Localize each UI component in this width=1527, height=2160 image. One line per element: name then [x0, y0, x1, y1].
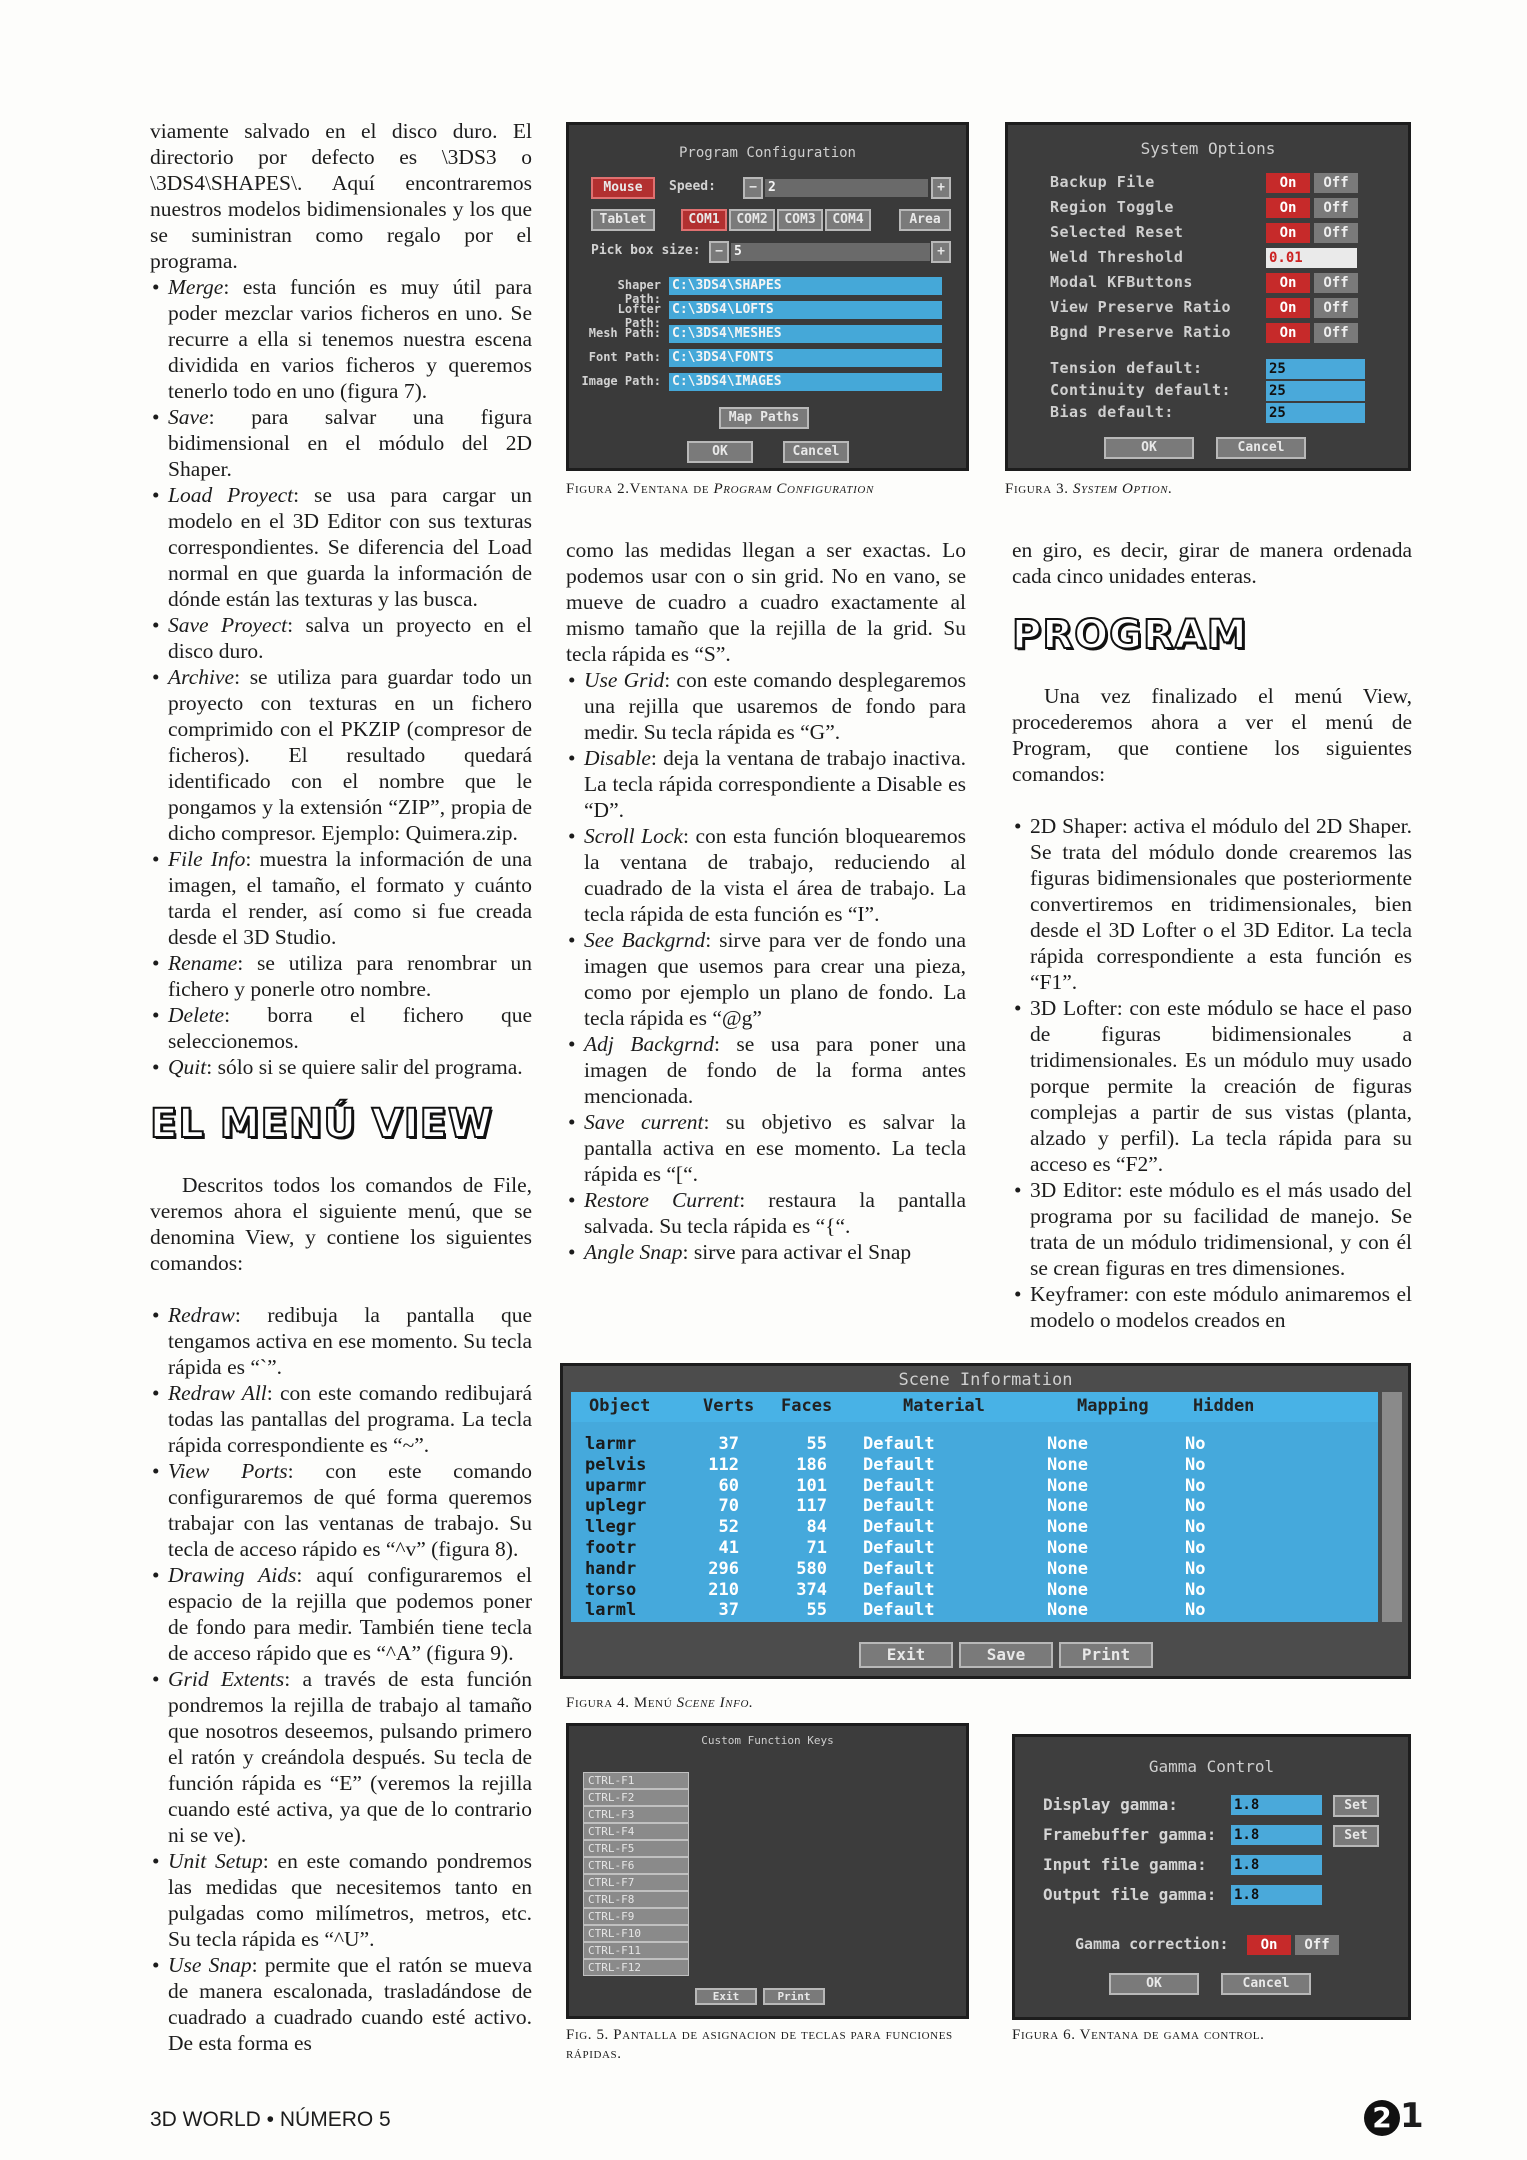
- set-button[interactable]: Set: [1333, 1795, 1379, 1817]
- off-toggle[interactable]: Off: [1314, 223, 1358, 243]
- table-cell: 55: [806, 1434, 827, 1454]
- off-toggle[interactable]: Off: [1314, 273, 1358, 293]
- view-commands-list: [150, 1302, 532, 2056]
- map-paths-button[interactable]: Map Paths: [719, 407, 809, 429]
- table-cell: No: [1185, 1600, 1206, 1621]
- tablet-button[interactable]: Tablet: [591, 209, 655, 231]
- table-cell: 71: [806, 1538, 827, 1558]
- path-label: Lofter Path:: [617, 302, 661, 330]
- table-cell: 296: [708, 1558, 739, 1579]
- function-key-button[interactable]: CTRL-F11: [583, 1942, 689, 1959]
- column-2: [566, 537, 966, 1265]
- path-field[interactable]: C:\3DS4\IMAGES: [669, 373, 942, 391]
- on-toggle[interactable]: On: [1266, 223, 1310, 243]
- table-cell: None: [1047, 1454, 1088, 1475]
- pick-decrease-button[interactable]: −: [709, 241, 729, 263]
- set-button[interactable]: Set: [1333, 1825, 1379, 1847]
- list-item: • Quit: sólo si se quiere salir del programa.: [150, 1054, 532, 1080]
- figure-program-configuration: [566, 122, 969, 471]
- table-cell: No: [1185, 1496, 1206, 1517]
- table-cell: 41: [718, 1538, 739, 1558]
- ok-button[interactable]: OK: [1104, 437, 1194, 459]
- on-toggle[interactable]: On: [1266, 198, 1310, 218]
- path-label: Font Path:: [588, 350, 661, 364]
- table-cell: None: [1047, 1600, 1088, 1621]
- table-cell: No: [1185, 1517, 1206, 1538]
- list-item: • Save: para salvar una figura bidimensional en el módulo del 2D Shaper.: [150, 404, 532, 482]
- table-cell: torso: [585, 1579, 637, 1600]
- option-label: Backup File: [1050, 173, 1155, 191]
- table-cell: No: [1185, 1579, 1206, 1600]
- table-cell: pelvis: [585, 1454, 647, 1475]
- list-item: • Archive: se utiliza para guardar todo un proyecto con texturas en un fichero comprimido con el PKZIP (compresor de ficheros). El resultado quedará identificado con el nombre que le pongamos y la extensión “ZIP”, propia de dicho compresor. Ejemplo: Quimera.zip.: [150, 664, 532, 846]
- figure-3-caption: Figura 3. System Option.: [1005, 481, 1173, 497]
- file-commands-list: [150, 274, 532, 1080]
- paragraph: como las medidas llegan a ser exactas. Lo podemos usar con o sin grid. No en vano, se mueve de cuadro a cuadro exactamente al mismo tamaño que la rejilla de la grid. Su tecla rápida es “S”.: [566, 538, 966, 666]
- path-label: Mesh Path:: [588, 326, 661, 340]
- list-item: • Drawing Aids: aquí configuraremos el espacio de la rejilla que podemos poner de fondo para medir. También tiene tecla de acceso rápido que es “^A” (figura 9).: [150, 1562, 532, 1666]
- gamma-off-toggle[interactable]: Off: [1295, 1935, 1339, 1955]
- function-key-button[interactable]: CTRL-F1: [583, 1772, 689, 1789]
- table-cell: 37: [718, 1600, 739, 1621]
- window-title: Program Configuration: [678, 145, 856, 161]
- scrollbar[interactable]: [1382, 1392, 1402, 1622]
- window-title: Custom Function Keys: [701, 1734, 834, 1747]
- column-1: [150, 118, 532, 2056]
- table-cell: 210: [708, 1579, 739, 1600]
- table-cell: Default: [863, 1496, 935, 1517]
- list-item: • See Backgrnd: sirve para ver de fondo una imagen que usemos para crear una pieza, como por ejemplo un plano de fondo. La tecla rápida es “@g”: [566, 927, 966, 1031]
- gamma-field[interactable]: 1.8: [1231, 1885, 1322, 1905]
- gamma-label: Framebuffer gamma:: [1043, 1825, 1217, 1844]
- section-heading-program: PROGRAM: [1012, 612, 1248, 658]
- default-field[interactable]: 25: [1266, 359, 1365, 379]
- list-item: • Save current: su objetivo es salvar la pantalla activa en ese momento. La tecla rápida es “[“.: [566, 1109, 966, 1187]
- table-cell: Default: [863, 1600, 935, 1621]
- off-toggle[interactable]: Off: [1314, 298, 1358, 318]
- table-cell: 186: [796, 1454, 827, 1475]
- paragraph: Una vez finalizado el menú View, procederemos ahora a ver el menú de Program, que contiene los siguientes comandos:: [1012, 684, 1412, 786]
- table-cell: 101: [796, 1475, 827, 1496]
- list-item: • Redraw: redibuja la pantalla que tengamos activa en ese momento. Su tecla rápida es “`”.: [150, 1302, 532, 1380]
- path-field[interactable]: C:\3DS4\FONTS: [669, 349, 942, 367]
- list-item: • Unit Setup: en este comando pondremos las medidas que necesitemos tanto en pulgadas como milímetros, metros, etc. Su tecla rápida es “^U”.: [150, 1848, 532, 1952]
- function-key-button[interactable]: CTRL-F8: [583, 1891, 689, 1908]
- table-cell: None: [1047, 1475, 1088, 1496]
- table-cell: None: [1047, 1496, 1088, 1517]
- table-cell: No: [1185, 1558, 1206, 1579]
- com1-button[interactable]: COM1: [681, 209, 727, 231]
- gamma-field[interactable]: 1.8: [1231, 1825, 1322, 1845]
- section-heading-view: EL MENÚ VIEW: [150, 1101, 494, 1147]
- view-commands-list-cont: [566, 667, 966, 1265]
- table-cell: larml: [585, 1600, 637, 1621]
- table-cell: Default: [863, 1475, 935, 1496]
- table-cell: handr: [585, 1558, 637, 1579]
- function-key-button[interactable]: CTRL-F7: [583, 1874, 689, 1891]
- paragraph: viamente salvado en el disco duro. El directorio por defecto es \3DS3 o \3DS4\SHAPES\. Aquí encontraremos nuestros modelos bidimensionales y los que se suministran como regalo por el programa.: [150, 119, 532, 273]
- default-label: Bias default:: [1050, 403, 1174, 421]
- table-cell: uplegr: [585, 1496, 647, 1517]
- table-cell: None: [1047, 1579, 1088, 1600]
- function-key-button[interactable]: CTRL-F2: [583, 1789, 689, 1806]
- pick-box-label: Pick box size:: [591, 243, 701, 258]
- list-item: • Rename: se utiliza para renombrar un fichero y ponerle otro nombre.: [150, 950, 532, 1002]
- column-header: Faces: [781, 1396, 833, 1416]
- table-cell: 374: [796, 1579, 827, 1600]
- ok-button[interactable]: OK: [687, 441, 753, 463]
- figure-scene-information: [560, 1363, 1411, 1679]
- table-cell: Default: [863, 1434, 935, 1454]
- function-key-button[interactable]: CTRL-F12: [583, 1959, 689, 1976]
- on-toggle[interactable]: On: [1266, 323, 1310, 343]
- column-header: Object: [589, 1396, 651, 1416]
- table-cell: No: [1185, 1434, 1206, 1454]
- off-toggle[interactable]: Off: [1314, 198, 1358, 218]
- table-cell: llegr: [585, 1517, 637, 1538]
- cancel-button[interactable]: Cancel: [1216, 437, 1306, 459]
- table-cell: Default: [863, 1517, 935, 1538]
- figure-system-options: [1005, 122, 1411, 471]
- list-item: • Keyframer: con este módulo animaremos el modelo o modelos creados en: [1012, 1281, 1412, 1333]
- print-button[interactable]: Print: [763, 1988, 825, 2005]
- list-item: • Grid Extents: a través de esta función pondremos la rejilla de trabajo al tamaño que nosotros deseemos, pulsando primero el ratón y creándola después. Su tecla de función rápida es “E” (veremos la rejilla cuando esté activa, ya que de lo contrario ni se ve).: [150, 1666, 532, 1848]
- table-cell: uparmr: [585, 1475, 647, 1496]
- table-cell: None: [1047, 1558, 1088, 1579]
- table-cell: Default: [863, 1538, 935, 1558]
- window-title: Scene Information: [898, 1370, 1073, 1390]
- default-field[interactable]: 25: [1266, 403, 1365, 423]
- list-item: • Use Snap: permite que el ratón se mueva de manera escalonada, trasladándose de cuadrado a cuadrado cuando esté activo. De esta forma es: [150, 1952, 532, 2056]
- speed-decrease-button[interactable]: −: [743, 177, 763, 199]
- list-item: • 3D Editor: este módulo es el más usado del programa por su facilidad de manejo. Se trata de un módulo tridimensional, y con él se crean figuras en tres dimensiones.: [1012, 1177, 1412, 1281]
- list-item: • 2D Shaper: activa el módulo del 2D Shaper. Se trata del módulo donde crearemos las figuras bidimensionales que posteriormente convertiremos en tridimensionales, bien desde el 3D Lofter o el 3D Editor. La tecla rápida correspondiente a esta función es “F1”.: [1012, 813, 1412, 995]
- gamma-correction-label: Gamma correction:: [1075, 1935, 1229, 1953]
- com4-button[interactable]: COM4: [825, 209, 871, 231]
- column-3: [1012, 537, 1412, 1333]
- cancel-button[interactable]: Cancel: [783, 441, 849, 463]
- list-item: • Delete: borra el fichero que seleccionemos.: [150, 1002, 532, 1054]
- page-number-digit: 1: [1400, 2096, 1424, 2136]
- table-cell: 70: [718, 1496, 739, 1517]
- option-label: Selected Reset: [1050, 223, 1184, 241]
- gamma-field[interactable]: 1.8: [1231, 1855, 1322, 1875]
- table-cell: Default: [863, 1558, 935, 1579]
- column-header: Verts: [703, 1396, 755, 1416]
- mouse-button[interactable]: Mouse: [591, 177, 655, 199]
- on-toggle[interactable]: On: [1266, 273, 1310, 293]
- path-field[interactable]: C:\3DS4\LOFTS: [669, 301, 942, 319]
- table-cell: None: [1047, 1517, 1088, 1538]
- list-item: • Scroll Lock: con esta función bloquearemos la ventana de trabajo, reduciendo al cuadrado de la vista el área de trabajo. La tecla rápida de esta función es “I”.: [566, 823, 966, 927]
- path-label: Image Path:: [581, 374, 661, 388]
- on-toggle[interactable]: On: [1266, 173, 1310, 193]
- gamma-on-toggle[interactable]: On: [1247, 1935, 1291, 1955]
- figure-5-caption: Fig. 5. Pantalla de asignacion de teclas para funciones rápidas.: [566, 2027, 953, 2062]
- program-commands-list: [1012, 813, 1412, 1333]
- list-item: • Load Proyect: se usa para cargar un modelo en el 3D Editor con sus texturas correspondientes. Se diferencia del Load normal en que guarda la información de dónde están las texturas y las busca.: [150, 482, 532, 612]
- list-item: • Merge: esta función es muy útil para poder mezclar varios ficheros en uno. Se recurre a ella si tenemos nuestra escena dividida en varios ficheros y queremos tenerlo todo en uno (figura 7).: [150, 274, 532, 404]
- threshold-field[interactable]: 0.01: [1266, 248, 1357, 268]
- column-header: Material: [903, 1396, 985, 1416]
- window-title: Gamma Control: [1148, 1757, 1275, 1776]
- table-cell: 37: [718, 1434, 739, 1454]
- list-item: • Redraw All: con este comando redibujará todas las pantallas del programa. La tecla rápida correspondiente es “~”.: [150, 1380, 532, 1458]
- gamma-label: Display gamma:: [1043, 1795, 1178, 1814]
- list-item: • 3D Lofter: con este módulo se hace el paso de figuras bidimensionales a tridimensionales. Es un módulo muy usado porque permite la creación de figuras complejas a partir de sus vistas (planta, alzado y perfil). La tecla rápida para su acceso es “F2”.: [1012, 995, 1412, 1177]
- default-field[interactable]: 25: [1266, 381, 1365, 401]
- table-cell: 580: [796, 1558, 827, 1579]
- exit-button[interactable]: Exit: [695, 1988, 757, 2005]
- list-item: • Use Grid: con este comando desplegaremos una rejilla que usaremos de fondo para medir. Su tecla rápida es “G”.: [566, 667, 966, 745]
- table-cell: Default: [863, 1454, 935, 1475]
- function-key-button[interactable]: CTRL-F4: [583, 1823, 689, 1840]
- gamma-label: Output file gamma:: [1043, 1885, 1217, 1904]
- paragraph: en giro, es decir, girar de manera ordenada cada cinco unidades enteras.: [1012, 538, 1412, 588]
- path-field[interactable]: C:\3DS4\MESHES: [669, 325, 942, 343]
- save-button[interactable]: Save: [959, 1642, 1053, 1668]
- table-cell: footr: [585, 1538, 637, 1558]
- list-item: • Adj Backgrnd: se usa para poner una imagen de fondo de la forma antes mencionada.: [566, 1031, 966, 1109]
- table-cell: No: [1185, 1475, 1206, 1496]
- list-item: • Disable: deja la ventana de trabajo inactiva. La tecla rápida correspondiente a Disable es “D”.: [566, 745, 966, 823]
- path-label: Shaper Path:: [617, 278, 661, 306]
- print-button[interactable]: Print: [1059, 1642, 1153, 1668]
- figure-custom-function-keys: [566, 1723, 969, 2019]
- page-number: [1364, 2096, 1424, 2136]
- speed-label: Speed:: [669, 179, 716, 194]
- pick-box-field[interactable]: 5: [731, 243, 930, 261]
- pick-increase-button[interactable]: +: [931, 241, 951, 263]
- table-cell: None: [1047, 1434, 1088, 1454]
- list-item: • File Info: muestra la información de una imagen, el tamaño, el formato y cuánto tarda el render, así como si fue creada desde el 3D Studio.: [150, 846, 532, 950]
- gamma-label: Input file gamma:: [1043, 1855, 1207, 1874]
- option-label: Weld Threshold: [1050, 248, 1184, 266]
- table-cell: Default: [863, 1579, 935, 1600]
- gamma-field[interactable]: 1.8: [1231, 1795, 1322, 1815]
- speed-increase-button[interactable]: +: [931, 177, 951, 199]
- table-cell: 84: [806, 1517, 827, 1538]
- list-item: • Restore Current: restaura la pantalla salvada. Su tecla rápida es “{“.: [566, 1187, 966, 1239]
- figure-4-caption: Figura 4. Menú Scene Info.: [566, 1695, 754, 1711]
- paragraph: Descritos todos los comandos de File, veremos ahora el siguiente menú, que se denomina View, y contiene los siguientes comandos:: [150, 1173, 532, 1275]
- magazine-footer: 3D WORLD • NÚMERO 5: [150, 2108, 391, 2131]
- window-title: System Options: [1140, 139, 1276, 158]
- path-field[interactable]: C:\3DS4\SHAPES: [669, 277, 942, 295]
- speed-field[interactable]: 2: [765, 179, 928, 197]
- column-header: Mapping: [1077, 1396, 1149, 1416]
- column-header: Hidden: [1193, 1396, 1255, 1416]
- option-label: Region Toggle: [1050, 198, 1174, 216]
- exit-button[interactable]: Exit: [859, 1642, 953, 1668]
- table-cell: 52: [718, 1517, 739, 1538]
- table-cell: No: [1185, 1538, 1206, 1558]
- table-cell: 60: [718, 1475, 739, 1496]
- page-number-circle: 2: [1364, 2100, 1400, 2136]
- figure-6-caption: Figura 6. Ventana de gama control.: [1012, 2027, 1265, 2043]
- table-cell: 55: [806, 1600, 827, 1621]
- cancel-button[interactable]: Cancel: [1221, 1973, 1311, 1995]
- function-key-button[interactable]: CTRL-F5: [583, 1840, 689, 1857]
- table-cell: 112: [708, 1454, 739, 1475]
- list-item: • View Ports: con este comando configuraremos de qué forma queremos trabajar con las ventanas de trabajo. Su tecla de acceso rápido es “^v” (figura 8).: [150, 1458, 532, 1562]
- table-cell: None: [1047, 1538, 1088, 1558]
- ok-button[interactable]: OK: [1109, 1973, 1199, 1995]
- option-label: Bgnd Preserve Ratio: [1050, 323, 1232, 341]
- off-toggle[interactable]: Off: [1314, 323, 1358, 343]
- option-label: View Preserve Ratio: [1050, 298, 1232, 316]
- list-item: • Save Proyect: salva un proyecto en el disco duro.: [150, 612, 532, 664]
- function-key-button[interactable]: CTRL-F3: [583, 1806, 689, 1823]
- default-label: Continuity default:: [1050, 381, 1232, 399]
- function-key-button[interactable]: CTRL-F6: [583, 1857, 689, 1874]
- table-cell: larmr: [585, 1434, 637, 1454]
- com3-button[interactable]: COM3: [777, 209, 823, 231]
- list-item: • Angle Snap: sirve para activar el Snap: [566, 1239, 966, 1265]
- on-toggle[interactable]: On: [1266, 298, 1310, 318]
- area-button[interactable]: Area: [899, 209, 951, 231]
- function-key-button[interactable]: CTRL-F9: [583, 1908, 689, 1925]
- function-key-button[interactable]: CTRL-F10: [583, 1925, 689, 1942]
- figure-gamma-control: [1012, 1734, 1411, 2020]
- table-cell: No: [1185, 1454, 1206, 1475]
- com2-button[interactable]: COM2: [729, 209, 775, 231]
- default-label: Tension default:: [1050, 359, 1203, 377]
- table-cell: 117: [796, 1496, 827, 1517]
- option-label: Modal KFButtons: [1050, 273, 1193, 291]
- figure-2-caption: Figura 2.Ventana de Program Configuration: [566, 481, 874, 497]
- off-toggle[interactable]: Off: [1314, 173, 1358, 193]
